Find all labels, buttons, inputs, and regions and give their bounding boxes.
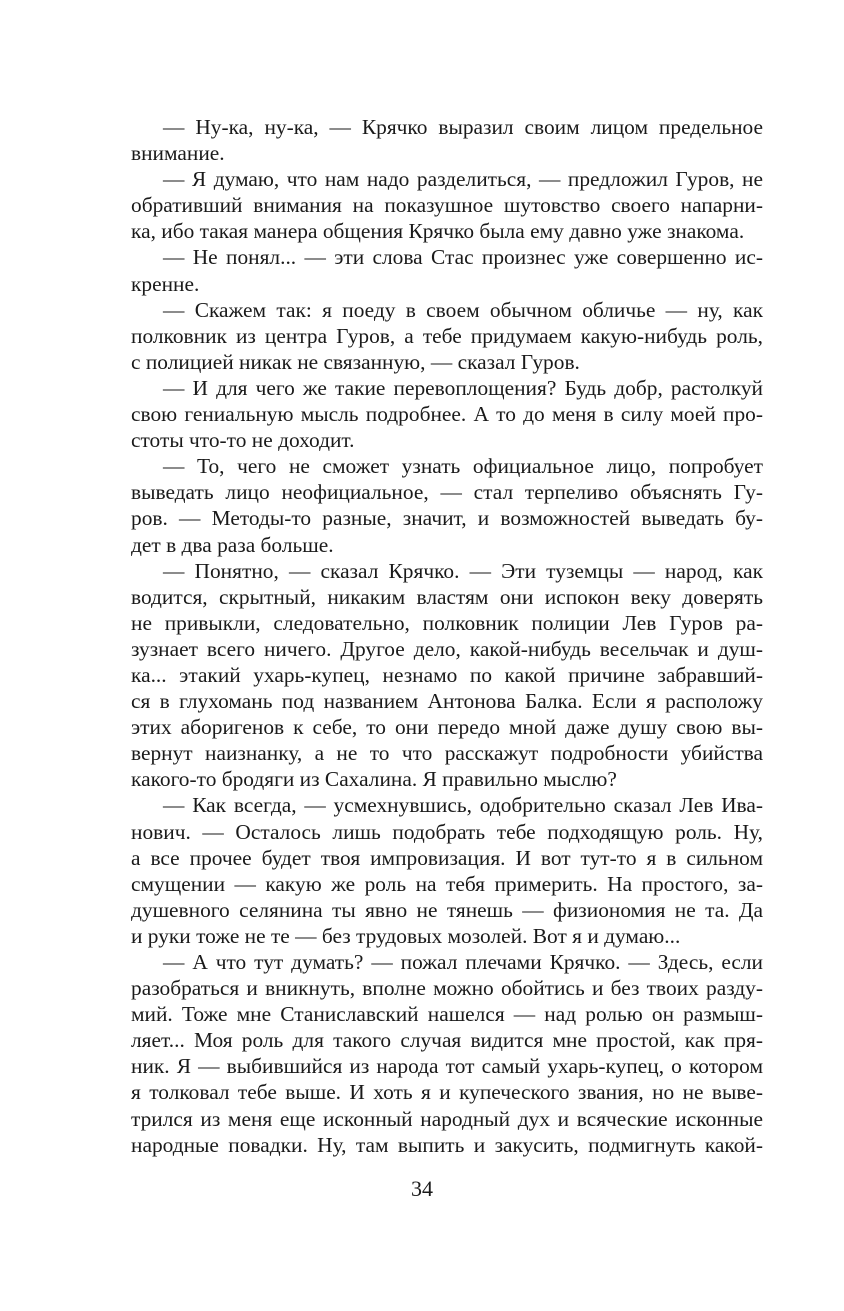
- text-line: с полицией никак не связанную, — сказал Гуров.: [131, 349, 580, 374]
- text-line: зузнает всего ничего. Другое дело, какой-нибудь весельчак и душ-: [131, 636, 763, 661]
- paragraph-first-line: — Понятно, — сказал Крячко. — Эти туземцы — народ, как: [163, 558, 763, 583]
- paragraph-first-line: — Ну-ка, ну-ка, — Крячко выразил своим лицом предельное: [163, 115, 763, 139]
- text-line: не привыкли, следовательно, полковник полиции Лев Гуров ра-: [131, 610, 763, 635]
- text-line: разобраться и вникнуть, вполне можно обойтись и без твоих разду-: [131, 976, 763, 1001]
- text-line: трился из меня еще исконный народный дух и всяческие исконные: [131, 1106, 763, 1131]
- text-line: свою гениальную мысль подробнее. А то до меня в силу моей про-: [131, 402, 763, 427]
- body-text: [131, 114, 763, 1158]
- text-line: душевного селянина ты явно не тянешь — физиономия не та. Да: [131, 897, 763, 922]
- text-line: народные повадки. Ну, там выпить и закусить, подмигнуть какой-: [131, 1132, 763, 1157]
- paragraph-first-line: — И для чего же такие перевоплощения? Будь добр, растолкуй: [163, 375, 763, 400]
- text-line: какого-то бродяги из Сахалина. Я правильно мыслю?: [131, 767, 617, 792]
- text-line: полковник из центра Гуров, а тебе придумаем какую-нибудь роль,: [131, 323, 763, 348]
- paragraph-first-line: — А что тут думать? — пожал плечами Крячко. — Здесь, если: [163, 950, 763, 974]
- text-line: кренне.: [131, 271, 200, 296]
- text-line: мий. Тоже мне Станиславский нашелся — над ролью он размыш-: [131, 1002, 763, 1027]
- text-line: обративший внимания на показушное шутовство своего напарни-: [131, 193, 763, 218]
- text-line: ров. — Методы-то разные, значит, и возможностей выведать бу-: [131, 506, 763, 531]
- text-line: дет в два раза больше.: [131, 532, 334, 557]
- text-line: а все прочее будет твоя импровизация. И вот тут-то я в сильном: [131, 845, 763, 870]
- text-line: выведать лицо неофициальное, — стал терпеливо объяснять Гу-: [131, 480, 763, 505]
- text-line: ся в глухомань под названием Антонова Балка. Если я расположу: [131, 689, 763, 714]
- text-line: этих аборигенов к себе, то они передо мной даже душу свою вы-: [131, 715, 763, 740]
- text-line: ка, ибо такая манера общения Крячко была ему давно уже знакома.: [131, 219, 745, 244]
- text-line: ник. Я — выбившийся из народа тот самый ухарь-купец, о котором: [131, 1054, 763, 1079]
- page-number: 34: [411, 1176, 433, 1201]
- text-line: внимание.: [131, 141, 225, 166]
- text-line: нович. — Осталось лишь подобрать тебе подходящую роль. Ну,: [131, 819, 763, 844]
- text-line: стоты что-то не доходит.: [131, 428, 355, 453]
- text-line: ляет... Моя роль для такого случая видится мне простой, как пря-: [131, 1028, 763, 1053]
- text-line: ка... этакий ухарь-купец, незнамо по какой причине забравший-: [131, 662, 763, 687]
- paragraph-first-line: — Как всегда, — усмехнувшись, одобрительно сказал Лев Ива-: [163, 793, 763, 818]
- text-line: я толковал тебе выше. И хоть я и купеческого звания, но не выве-: [131, 1080, 763, 1105]
- text-line: водится, скрытный, никаким властям они испокон веку доверять: [131, 584, 763, 609]
- text-line: вернут наизнанку, а не то что расскажут подробности убийства: [131, 741, 763, 766]
- paragraph-first-line: — Я думаю, что нам надо разделиться, — предложил Гуров, не: [163, 167, 763, 192]
- paragraph-first-line: — То, чего не сможет узнать официальное лицо, попробует: [163, 454, 763, 479]
- text-line: смущении — какую же роль на тебя примерить. На простого, за-: [131, 871, 763, 896]
- paragraph-first-line: — Скажем так: я поеду в своем обычном обличье — ну, как: [163, 297, 763, 322]
- paragraph-first-line: — Не понял... — эти слова Стас произнес уже совершенно ис-: [163, 245, 763, 270]
- text-line: и руки тоже не те — без трудовых мозолей. Вот я и думаю...: [131, 923, 681, 948]
